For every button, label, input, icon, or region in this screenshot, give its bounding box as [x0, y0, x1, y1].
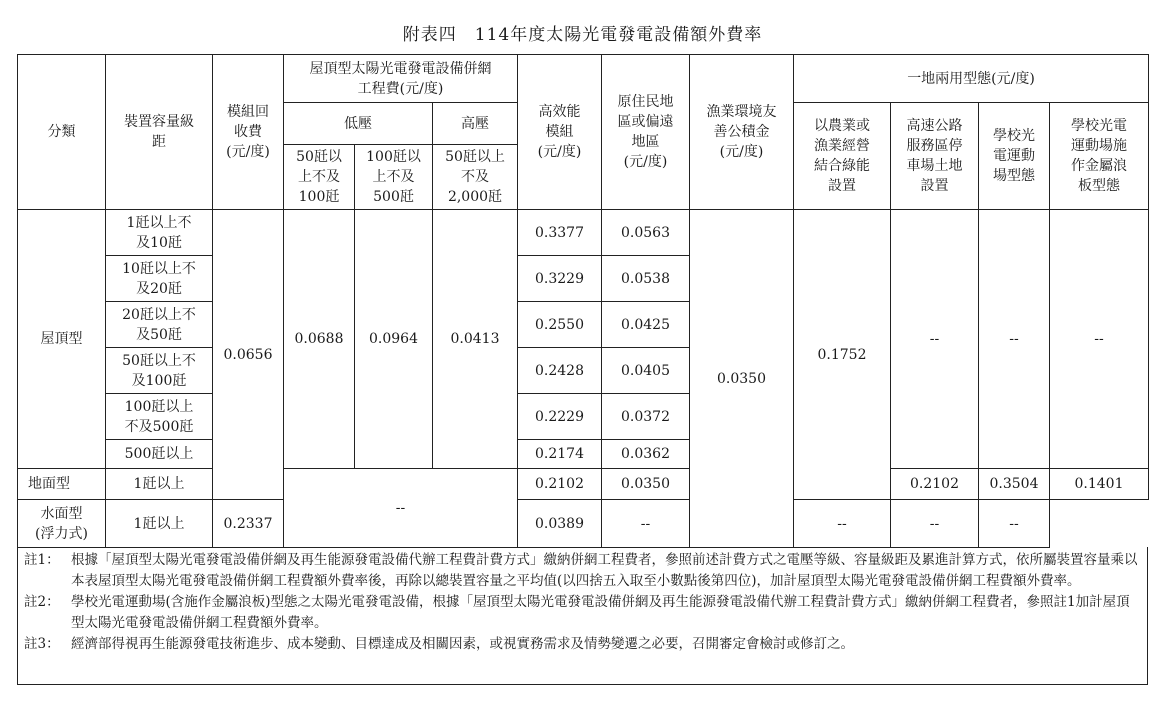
- note-3-label: 註3：: [24, 636, 60, 652]
- grid-fee-na: --: [284, 469, 518, 548]
- header-school-metal-roof: 學校光電 運動場施 作金屬浪 板型態: [1050, 103, 1149, 210]
- rooftop-high-eff-6: 0.2174: [518, 440, 602, 469]
- rooftop-range-5: 100瓩以上 不及500瓩: [106, 394, 213, 440]
- rooftop-school-sports: --: [979, 210, 1050, 469]
- notes-section: [17, 547, 1148, 685]
- rooftop-school-metal-roof: --: [1050, 210, 1149, 469]
- header-highway-parking: 高速公路 服務區停 車場土地 設置: [891, 103, 979, 210]
- header-rooftop-grid-fee: 屋頂型太陽光電發電設備併網 工程費(元/度): [284, 55, 518, 103]
- floating-school-metal-roof: --: [979, 500, 1050, 548]
- ground-school-sports: 0.3504: [979, 469, 1050, 500]
- ground-remote: 0.0350: [602, 469, 690, 500]
- table-title: 附表四 114年度太陽光電發電設備額外費率: [402, 25, 763, 45]
- header-indigenous-remote: 原住民地 區或偏遠 地區 (元/度): [602, 55, 690, 210]
- header-category: 分類: [18, 55, 106, 210]
- floating-highway-parking: --: [794, 500, 891, 548]
- note-2: [24, 592, 1141, 634]
- note-2-text: 學校光電運動場(含施作金屬浪板)型態之太陽光電發電設備，根據「屋頂型太陽光電發電設備併網及再生能源發電設備代辦工程費計費方式」繳納併網工程費者，參照註1加計屋頂型太陽光電發電設備併網工程費額外費率。: [71, 594, 1130, 631]
- header-capacity-range: 裝置容量級 距: [106, 55, 213, 210]
- floating-high-eff: 0.2337: [213, 500, 284, 548]
- ground-highway-parking: 0.2102: [891, 469, 979, 500]
- rooftop-range-3: 20瓩以上不 及50瓩: [106, 302, 213, 348]
- module-recycling-fee-value: 0.0656: [213, 210, 284, 500]
- floating-agri-fishery: --: [602, 500, 690, 548]
- rooftop-range-2: 10瓩以上不 及20瓩: [106, 256, 213, 302]
- header-dual-use: 一地兩用型態(元/度): [794, 55, 1149, 103]
- header-lv-range-1: 50瓩以 上不及 100瓩: [284, 145, 355, 210]
- rooftop-remote-3: 0.0425: [602, 302, 690, 348]
- ground-high-eff: 0.2102: [518, 469, 602, 500]
- note-1-text: 根據「屋頂型太陽光電發電設備併網及再生能源發電設備代辦工程費計費方式」繳納併網工程費者，參照前述計費方式之電壓等級、容量級距及累進計算方式，依所屬裝置容量乘以本表屋頂型太陽光電發電設備併網工程費額外費率後，再除以總裝置容量之平均值(以四捨五入取至小數點後第四位)，加計屋頂型太陽光電發電設備併網工程費額外費率。: [71, 552, 1138, 589]
- rooftop-range-4: 50瓩以上不 及100瓩: [106, 348, 213, 394]
- rooftop-lv-fee-2: 0.0964: [355, 210, 433, 469]
- header-school-sports: 學校光 電運動 場型態: [979, 103, 1050, 210]
- rooftop-agri-fishery: 0.1752: [794, 210, 891, 500]
- rooftop-high-eff-4: 0.2428: [518, 348, 602, 394]
- ground-school-metal-roof: 0.1401: [1050, 469, 1149, 500]
- note-3-text: 經濟部得視再生能源發電技術進步、成本變動、目標達成及相關因素，或視實務需求及情勢變遷之必要，召開審定會檢討或修訂之。: [71, 636, 854, 652]
- rooftop-remote-5: 0.0372: [602, 394, 690, 440]
- ground-range: 1瓩以上: [106, 469, 213, 500]
- rooftop-remote-4: 0.0405: [602, 348, 690, 394]
- rooftop-range-1: 1瓩以上不 及10瓩: [106, 210, 213, 256]
- rooftop-high-eff-2: 0.3229: [518, 256, 602, 302]
- rooftop-high-eff-1: 0.3377: [518, 210, 602, 256]
- header-hv-range: 50瓩以上 不及 2,000瓩: [433, 145, 518, 210]
- floating-range: 1瓩以上: [106, 500, 213, 548]
- rooftop-remote-6: 0.0362: [602, 440, 690, 469]
- fishery-fund-value: 0.0350: [690, 210, 794, 548]
- rooftop-label: 屋頂型: [18, 210, 106, 469]
- note-3: [24, 634, 1141, 655]
- rooftop-range-6: 500瓩以上: [106, 440, 213, 469]
- rooftop-high-eff-5: 0.2229: [518, 394, 602, 440]
- header-module-recycling-fee: 模組回 收費 (元/度): [213, 55, 284, 210]
- header-low-voltage: 低壓: [284, 103, 433, 145]
- rates-table: [17, 54, 1149, 548]
- rooftop-hv-fee: 0.0413: [433, 210, 518, 469]
- header-high-efficiency-module: 高效能 模組 (元/度): [518, 55, 602, 210]
- floating-remote: 0.0389: [518, 500, 602, 548]
- floating-school-sports: --: [891, 500, 979, 548]
- rooftop-lv-fee-1: 0.0688: [284, 210, 355, 469]
- rooftop-remote-2: 0.0538: [602, 256, 690, 302]
- floating-label: 水面型 (浮力式): [18, 500, 106, 548]
- rooftop-highway-parking: --: [891, 210, 979, 469]
- note-1-label: 註1：: [24, 552, 60, 568]
- rooftop-remote-1: 0.0563: [602, 210, 690, 256]
- header-high-voltage: 高壓: [433, 103, 518, 145]
- header-lv-range-2: 100瓩以 上不及 500瓩: [355, 145, 433, 210]
- header-fishery-fund: 漁業環境友 善公積金 (元/度): [690, 55, 794, 210]
- note-2-label: 註2：: [24, 594, 60, 610]
- rooftop-high-eff-3: 0.2550: [518, 302, 602, 348]
- header-agri-fishery: 以農業或 漁業經營 結合綠能 設置: [794, 103, 891, 210]
- note-1: [24, 550, 1141, 592]
- ground-label: 地面型: [18, 469, 106, 500]
